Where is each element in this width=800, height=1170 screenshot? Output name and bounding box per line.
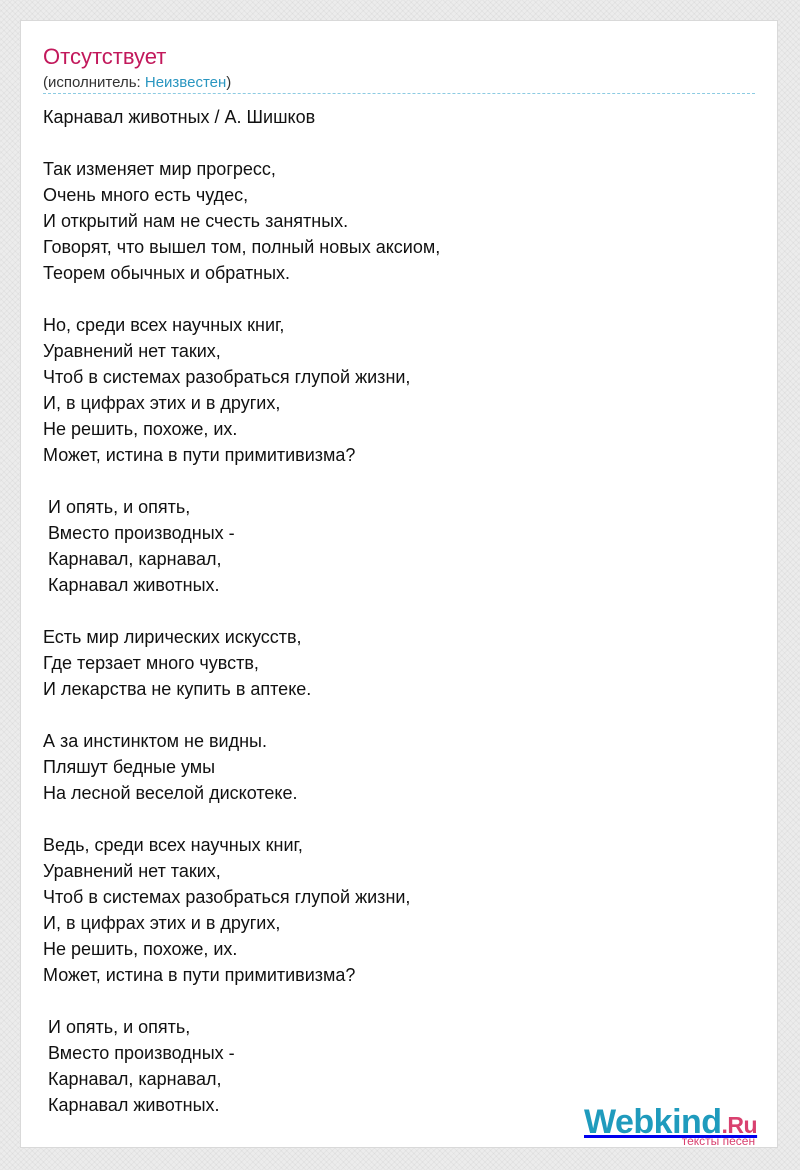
- lyrics-text: Карнавал животных / А. Шишков Так изменяет мир прогресс, Очень много есть чудес, И открытий нам не счесть занятных. Говорят, что вышел том, полный новых аксиом, Теорем обычных и обратных. Но, среди всех научных книг, Уравнений нет таких, Чтоб в системах разобраться глупой жизни, И, в цифрах этих и в других, Не решить, похоже, их. Может, истина в пути примитивизма? И опять, и опять, Вместо производных - Карнавал, карнавал, Карнавал животных. Есть мир лирических искусств, Где терзает много чувств, И лекарства не купить в аптеке. А за инстинктом не видны. Пляшут бедные умы На лесной веселой дискотеке. Ведь, среди всех научных книг, Уравнений нет таких, Чтоб в системах разобраться глупой жизни, И, в цифрах этих и в других, Не решить, похоже, их. Может, истина в пути примитивизма? И опять, и опять, Вместо производных - Карнавал, карнавал, Карнавал животных.: [43, 107, 441, 1115]
- song-title: Отсутствует: [43, 44, 167, 69]
- header-divider: [43, 93, 755, 94]
- logo-tld: .Ru: [721, 1112, 758, 1138]
- artist-suffix: ): [226, 74, 232, 91]
- webkind-logo[interactable]: [584, 1103, 758, 1148]
- logo-name: Webkind: [584, 1103, 722, 1141]
- lyrics-card: [20, 20, 778, 1148]
- artist-prefix: (исполнитель:: [43, 74, 145, 91]
- logo-tagline: тексты песен: [681, 1134, 756, 1148]
- artist-line: [43, 73, 231, 93]
- artist-link[interactable]: Неизвестен: [144, 74, 227, 91]
